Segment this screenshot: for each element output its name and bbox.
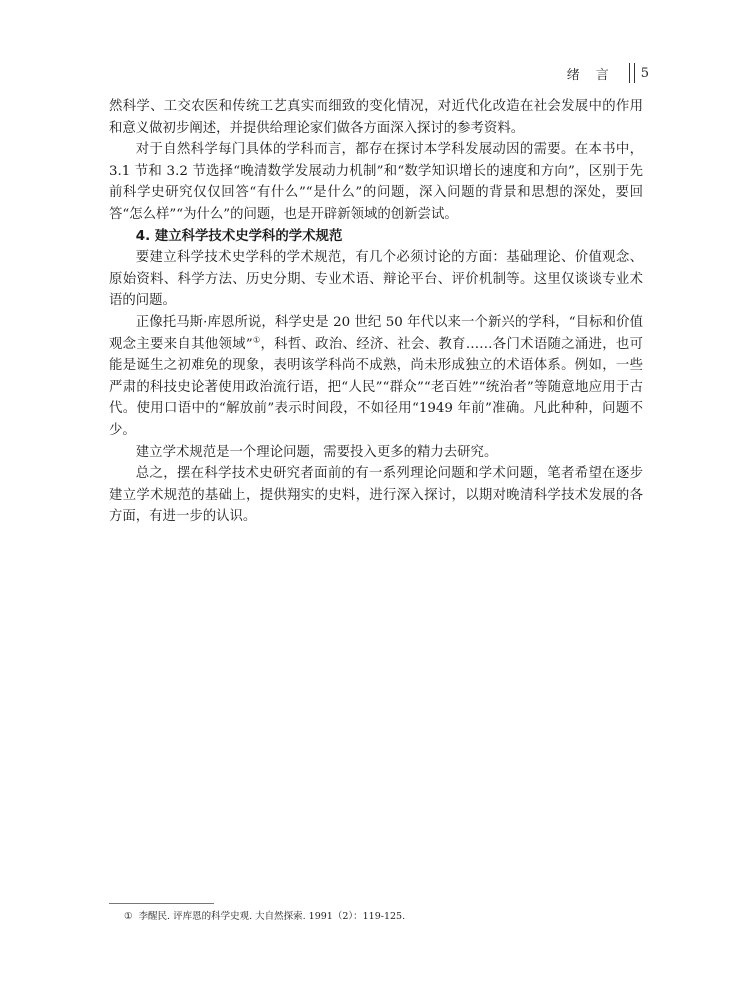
footnote-text: 李醒民. 评库恩的科学史观. 大自然探索. 1991（2）：119-125. xyxy=(138,911,406,922)
body-text xyxy=(109,96,643,528)
paragraph-theory-problem: 建立学术规范是一个理论问题，需要投入更多的精力去研究。 xyxy=(135,444,498,460)
footnote-divider xyxy=(109,903,214,904)
section-heading-academic-norms: 4. 建立科学技术史学科的学术规范 xyxy=(135,228,343,244)
paragraph-discipline-motivation: 对于自然科学每门具体的学科而言，都存在探讨本学科发展动因的需要。在本书中，3.1 节和 3.2 节选择“晚清数学发展动力机制”和“数学知识增长的速度和方向”，区别于先前科学史研究仅仅回答“有什么”“是什么”的问题，深入问题的背景和思想的深处，要回答“怎么样”“为什么”的问题，也是开辟新领域的创新尝试。 xyxy=(109,142,643,222)
paragraph-academic-norms: 要建立科学技术史学科的学术规范，有几个必须讨论的方面：基础理论、价值观念、原始资料、科学方法、历史分期、专业术语、辩论平台、评价机制等。这里仅谈谈专业术语的问题。 xyxy=(109,250,643,309)
kuhn-text-after-note: ，科哲、政治、经济、社会、教育……各门术语随之涌进，也可能是诞生之初难免的现象，表明该学科尚不成熟，尚未形成独立的术语体系。例如，一些严肃的科技史论著使用政治流行语，把“人民”“群众”“老百姓”“统治者”等随意地应用于古代。使用口语中的“解放前”表示时间段，不如径用“1949 年前”准确。凡此种种，问题不少。 xyxy=(109,336,644,438)
running-header xyxy=(567,62,649,84)
paragraph-conclusion: 总之，摆在科学技术史研究者面前的有一系列理论问题和学术问题，笔者希望在逐步建立学术规范的基础上，提供翔实的史料，进行深入探讨，以期对晚清科学技术发展的各方面，有进一步的认识。 xyxy=(109,466,643,525)
chapter-title: 绪言 xyxy=(566,67,625,83)
footnote-reference[interactable]: ① xyxy=(252,335,261,345)
page-number: 5 xyxy=(640,65,649,81)
paragraph-continued: 然科学、工交农医和传统工艺真实而细致的变化情况，对近代化改造在社会发展中的作用和意义做初步阐述，并提供给理论家们做各方面深入探讨的参考资料。 xyxy=(109,99,643,136)
footnote-mark: ① xyxy=(124,911,133,922)
header-divider xyxy=(629,63,635,83)
kuhn-text-before-note: 正像托马斯·库恩所说，科学史是 20 世纪 50 年代以来一个新兴的学科，“目标和价值观念主要来自其他领域” xyxy=(109,314,643,352)
footnote xyxy=(124,910,405,924)
paragraph-kuhn-terminology xyxy=(109,312,643,442)
